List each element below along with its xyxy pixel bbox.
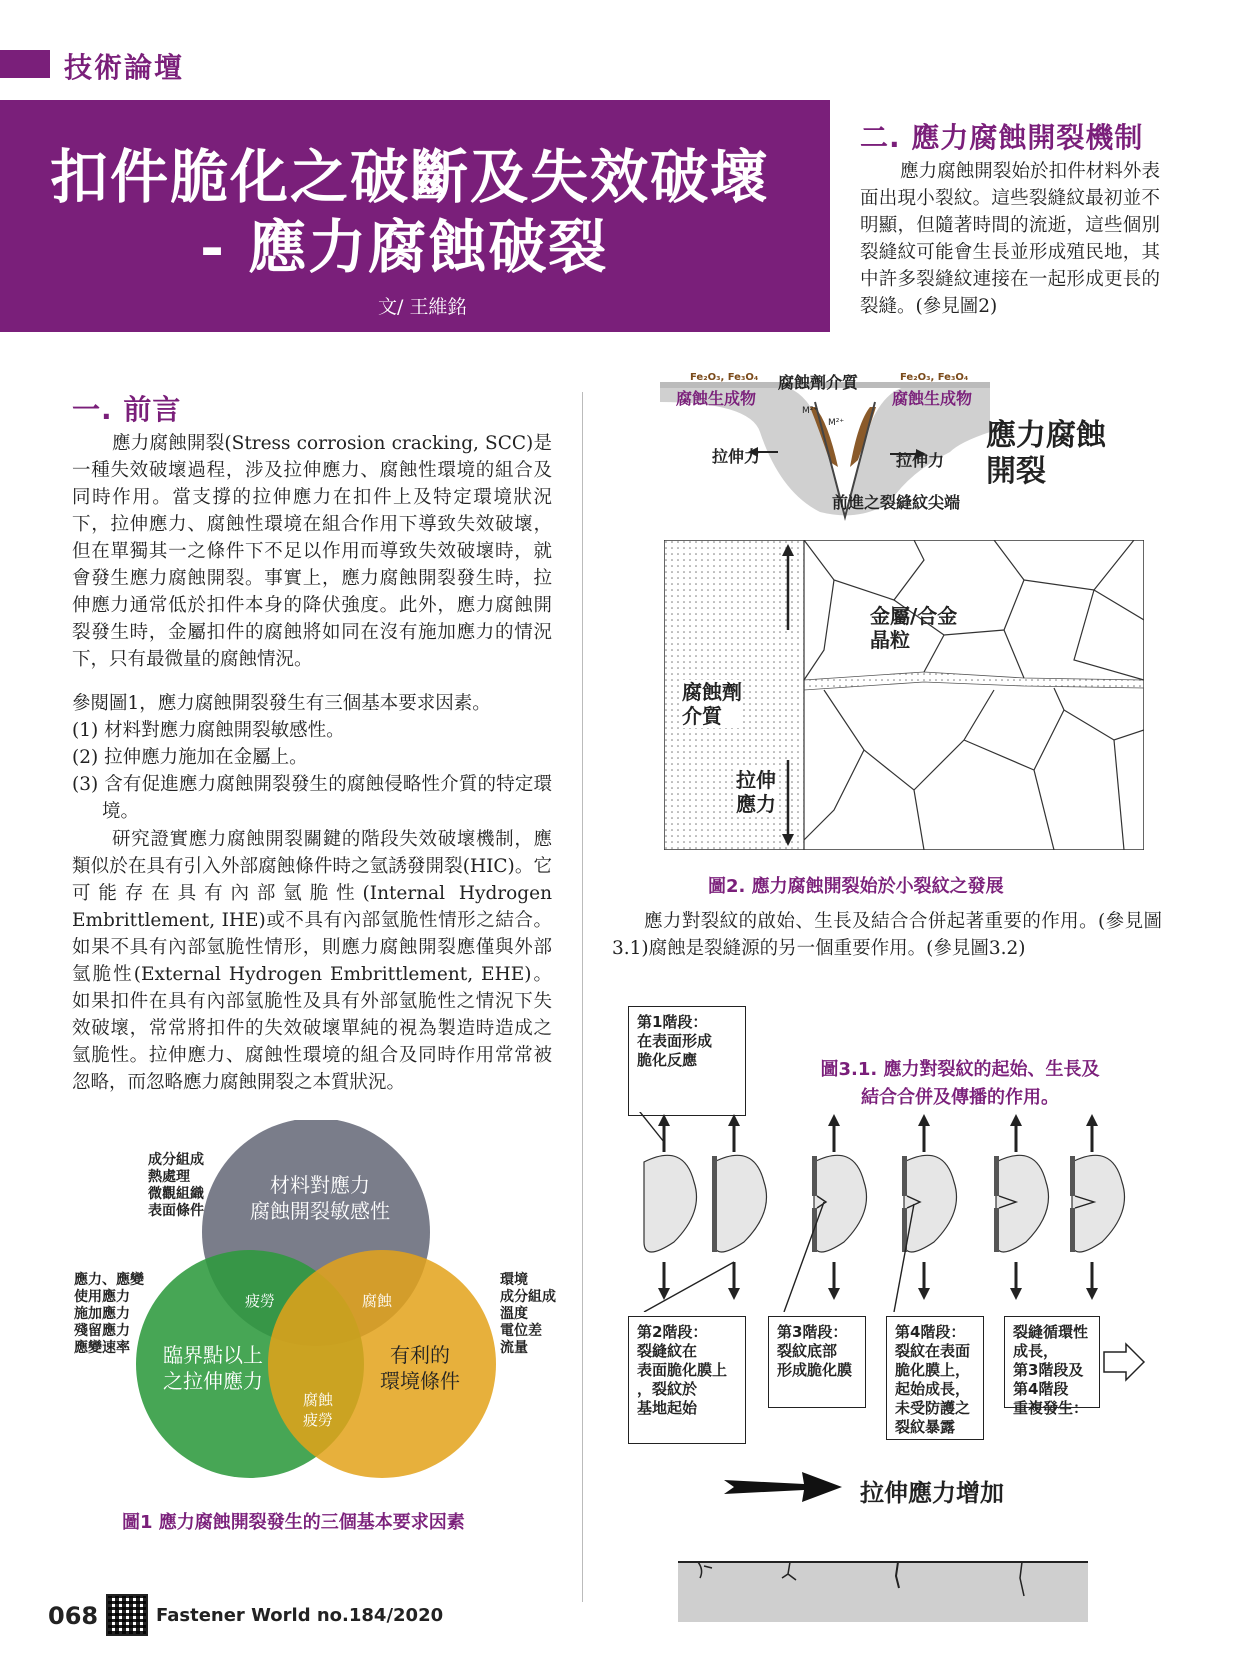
section1-para3: 研究證實應力腐蝕開裂關鍵的階段失效破壞機制，應類似於在具有引入外部腐蝕條件時之氫誘發開裂(HIC)。它可能存在具有內部氫脆性(Internal Hydrogen Embrittlement, IHE)或不具有內部氫脆性情形之結合。如果不具有內部氫脆性情形，則應力腐蝕開裂應僅與外部氫脆性(External Hydrogen Embrittlement, EHE)。如果扣件在具有內部氫脆性及具有外部氫脆性之情況下失效破壞，常常將扣件的失效破壞單純的視為製造時造成之氫脆性。拉伸應力、腐蝕性環境的組合及同時作用常常被忽略，而忽略應力腐蝕開裂之本質狀況。	[72, 829, 552, 1093]
overlap-center-label: 腐蝕 疲勞	[302, 1391, 333, 1429]
medium-label: 腐蝕劑介質	[778, 373, 859, 392]
section2-para2: 應力對裂紋的啟始、生長及結合合併起著重要的作用。(參見圖3.1)腐蝕是裂縫源的另一個重要作用。(參見圖3.2)	[612, 911, 1162, 959]
scc-big-label: 應力腐蝕 開裂	[986, 418, 1106, 489]
section2-para1: 應力腐蝕開裂始於扣件材料外表面出現小裂紋。這些裂縫紋最初並不明顯，但隨著時間的流逝，這些個別裂縫紋可能會生長並形成殖民地，其中許多裂縫紋連接在一起形成更長的裂縫。(參見圖2)	[860, 161, 1160, 317]
list-item: (2) 拉伸應力施加在金屬上。	[72, 747, 308, 768]
overlap-fatigue-label: 疲勞	[245, 1292, 276, 1310]
next-arrow-icon	[1102, 1342, 1146, 1382]
fig3-caption: 圖3.1. 應力對裂紋的起始、生長及 結合合併及傳播的作用。	[820, 1059, 1100, 1108]
section1-para2: 參閱圖1，應力腐蝕開裂發生有三個基本要求因素。	[72, 693, 491, 714]
factor-list	[72, 717, 552, 825]
section1-heading: 一. 前言	[72, 393, 182, 426]
section-marker	[0, 50, 50, 78]
circle-left-label: 臨界點以上 之拉伸應力	[163, 1343, 263, 1393]
circle-right-label: 有利的 環境條件	[380, 1343, 460, 1393]
fig1-caption: 圖1 應力腐蝕開裂發生的三個基本要求因素	[122, 1512, 465, 1533]
title-banner	[0, 100, 830, 332]
oxide-left-small: Fe₂O₃, Fe₃O₄	[690, 372, 759, 383]
list-item: (3) 含有促進應力腐蝕開裂發生的腐蝕侵略性介質的特定環境。	[72, 774, 552, 822]
crack-tip-label: 前進之裂縫紋尖端	[832, 493, 961, 512]
stage1-box: 第1階段： 在表面形成 脆化反應	[628, 1006, 746, 1116]
section2-heading: 二. 應力腐蝕開裂機制	[860, 121, 1144, 154]
column-divider	[582, 392, 583, 1602]
tension-right-label: 拉伸力	[896, 451, 945, 470]
article-title-line2: - 應力腐蝕破裂	[200, 213, 609, 281]
magazine-issue: Fastener World no.184/2020	[156, 1605, 444, 1626]
oxide-right-small: Fe₂O₃, Fe₃O₄	[900, 372, 969, 383]
page-number: 068	[48, 1602, 99, 1630]
fig2-stress-label: 拉伸 應力	[736, 768, 776, 816]
stress-arrow-icon	[724, 1462, 844, 1512]
stress-factors: 應力、應變 使用應力 施加應力 殘留應力 應變速率	[74, 1272, 144, 1356]
qr-code-icon[interactable]	[106, 1594, 148, 1636]
author: 文/ 王維銘	[378, 296, 467, 318]
cycle-box: 裂縫循環性 成長， 第3階段及 第4階段 重複發生：	[1004, 1316, 1100, 1408]
stage-diagram	[624, 1112, 1144, 1312]
stress-increase-label: 拉伸應力增加	[860, 1479, 1004, 1507]
grain-label: 金屬/合金 晶粒	[870, 604, 958, 652]
corrosion-crack-strip	[678, 1556, 1088, 1622]
product-left-label: 腐蝕生成物	[676, 389, 757, 408]
section1-para1: 應力腐蝕開裂(Stress corrosion cracking, SCC)是一種失效破壞過程，涉及拉伸應力、腐蝕性環境的組合及同時作用。當支撐的拉伸應力在扣件上及特定環境狀況下，拉伸應力、腐蝕性環境在組合作用下導致失效破壞，但在單獨其一之條件下不足以作用而導致失效破壞時，就會發生應力腐蝕開裂。事實上，應力腐蝕開裂發生時，拉伸應力通常低於扣件本身的降伏強度。此外，應力腐蝕開裂發生時，金屬扣件的腐蝕將如同在沒有施加應力的情況下，只有最微量的腐蝕情況。	[72, 433, 552, 670]
overlap-corrosion-label: 腐蝕	[362, 1292, 393, 1310]
environment-factors: 環境 成分組成 溫度 電位差 流量	[500, 1272, 556, 1356]
ion-label: M²⁺	[802, 406, 819, 416]
fig2-medium-label: 腐蝕劑 介質	[682, 680, 742, 728]
list-item: (1) 材料對應力腐蝕開裂敏感性。	[72, 720, 345, 741]
stage4-box: 第4階段： 裂紋在表面 脆化膜上， 起始成長， 未受防護之 裂紋暴露	[886, 1316, 984, 1440]
article-title-line1: 扣件脆化之破斷及失效破壞	[50, 143, 771, 211]
stage2-box: 第2階段： 裂縫紋在 表面脆化膜上 ，裂紋於 基地起始	[628, 1316, 746, 1444]
section-label: 技術論壇	[64, 51, 185, 84]
fig2-caption: 圖2. 應力腐蝕開裂始於小裂紋之發展	[708, 876, 1004, 897]
product-right-label: 腐蝕生成物	[892, 389, 973, 408]
circle-top-label: 材料對應力 腐蝕開裂敏感性	[250, 1173, 390, 1223]
stage3-box: 第3階段： 裂紋底部 形成脆化膜	[768, 1316, 866, 1408]
material-factors: 成分組成 熱處理 微觀組織 表面條件	[148, 1152, 204, 1219]
ion-label: M²⁺	[828, 418, 845, 428]
tension-left-label: 拉伸力	[712, 447, 761, 466]
